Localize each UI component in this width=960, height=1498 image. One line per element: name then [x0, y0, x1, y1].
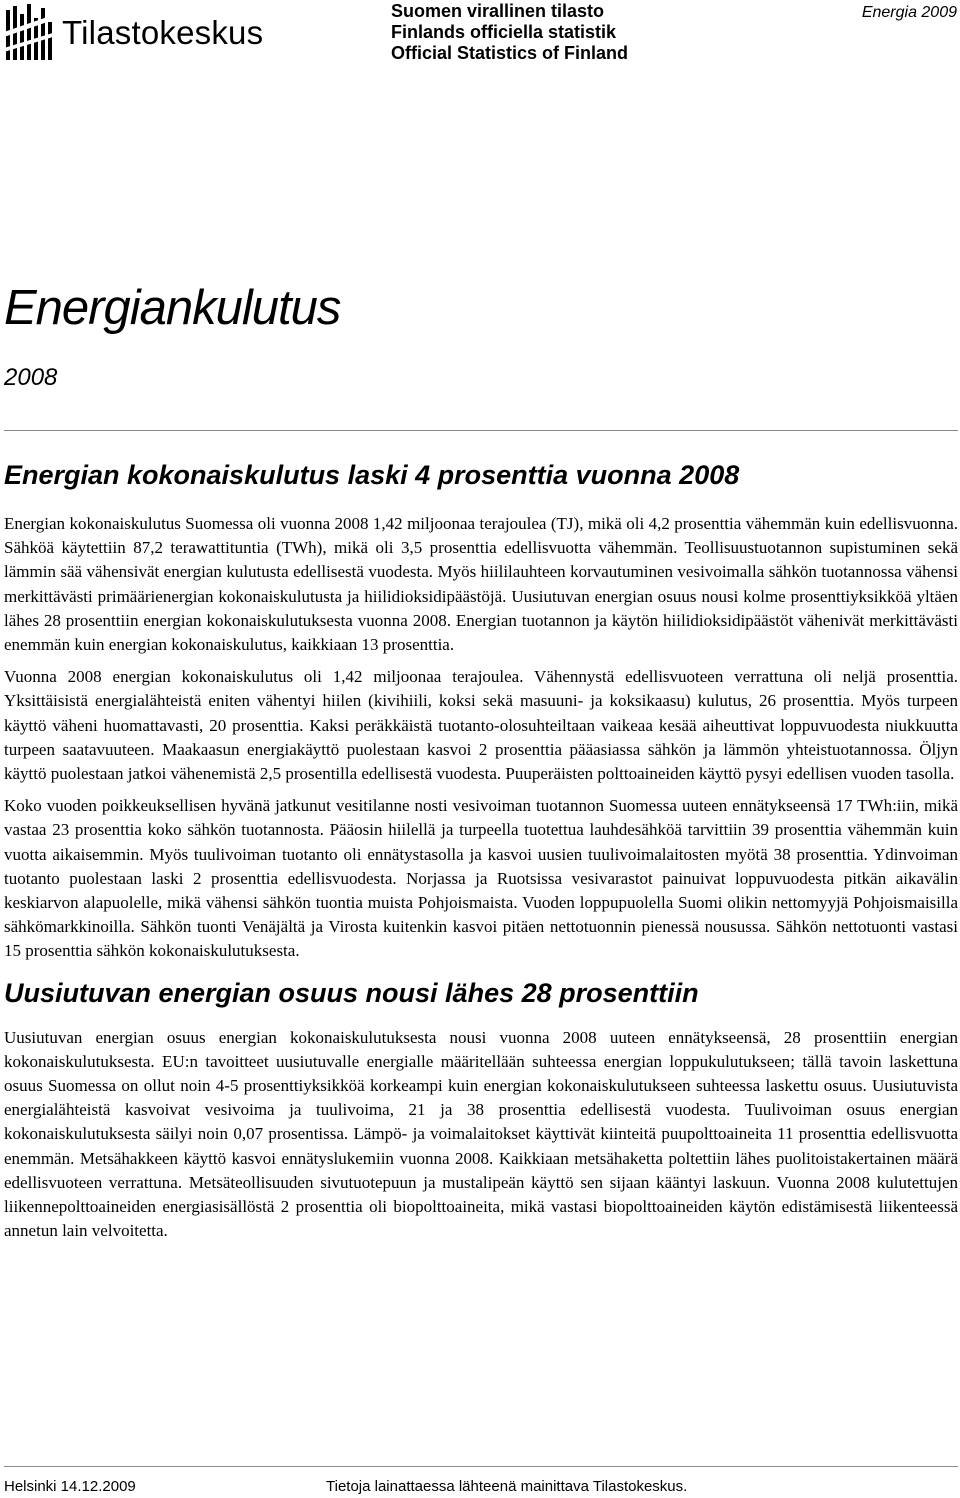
main-content [4, 458, 958, 1251]
document-title: Energiankulutus [4, 281, 341, 335]
page-header [0, 0, 960, 70]
statistics-finland-logo [4, 2, 263, 60]
paragraph: Koko vuoden poikkeuksellisen hyvänä jatkunut vesitilanne nosti vesivoiman tuotannon Suomessa uuteen ennätykseensä 17 TWh:iin, mikä vastaa 23 prosenttia koko sähkön tuotannosta. Pääosin hiilellä ja turpeella tuotettua lauhdesähköä tarvittiin 39 prosenttia vähemmän kuin vuotta aikaisemmin. Myös tuulivoiman tuotanto oli ennätystasolla ja kasvoi uusien tuulivoimalaitosten myötä 38 prosenttia. Ydinvoiman tuotanto puolestaan laski 2 prosenttia edellisvuodesta. Norjassa ja Ruotsissa vesivarastot painuivat loppuvuodesta pitkän aikavälin keskiarvon alapuolelle, mikä vähensi sähkön tuontia muista Pohjoismaista. Vuoden loppupuolella Suomi olikin nettomyyjä Pohjoismaisilla sähkömarkkinoilla. Sähkön tuonti Venäjältä ja Virosta kuitenkin kasvoi pitäen nettotuonnin pienessä nousussa. Sähkön nettotuonti vastasi 15 prosenttia sähkön kokonaiskulutuksesta. [4, 796, 958, 961]
footer-place-date: Helsinki 14.12.2009 [4, 1478, 136, 1495]
section-heading: Energian kokonaiskulutus laski 4 prosenttia vuonna 2008 [4, 460, 740, 490]
footer-citation-note: Tietoja lainattaessa lähteenä mainittava Tilastokeskus. [326, 1478, 688, 1495]
official-line-fi: Suomen virallinen tilasto [391, 1, 605, 21]
section-heading: Uusiutuvan energian osuus nousi lähes 28 prosenttiin [4, 977, 699, 1008]
footer-divider [4, 1466, 958, 1467]
paragraph: Vuonna 2008 energian kokonaiskulutus oli 1,42 miljoonaa terajoulea. Vähennystä edellisvuoteen verrattuna oli neljä prosenttia. Yksittäisistä energialähteistä eniten vähentyi hiilen (kivihiili, koksi sekä masuuni- ja koksikaasu) kulutus, 26 prosenttia. Myös turpeen käyttö väheni huomattavasti, 20 prosenttia. Kaksi peräkkäistä tuotanto-olosuhteiltaan vaikeaa kesää aiheuttivat loppuvuodesta niukkuutta turpeen saatavuuteen. Maakaasun energiakäyttö puolestaan kasvoi 2 prosenttia pääasiassa sähkön ja lämmön yhteistuotannossa. Öljyn käyttö puolestaan jatkoi vähenemistä 2,5 prosentilla edellisestä vuodesta. Puuperäisten polttoaineiden käyttö pysyi edellisen vuoden tasolla. [4, 667, 958, 784]
series-label: Energia 2009 [861, 4, 957, 21]
official-line-en: Official Statistics of Finland [391, 43, 629, 63]
section-renewable-energy [4, 976, 958, 1244]
logo-wordmark: Tilastokeskus [62, 13, 264, 51]
document-year: 2008 [4, 364, 58, 391]
paragraph: Energian kokonaiskulutus Suomessa oli vuonna 2008 1,42 miljoonaa terajoulea (TJ), mikä oli 4,2 prosenttia vähemmän kuin edellisvuonna. Sähköä käytettiin 87,2 terawattituntia (TWh), mikä oli 3,5 prosenttia edellisvuotta vähemmän. Teollisuustuotannon supistuminen sekä lämmin sää vähensivät energian kulutusta edellisestä vuodesta. Myös hiililauhteen korvautuminen vesivoimalla sähkön tuotannossa vähensi merkittävästi primäärienergian kokonaiskulutusta ja hiilidioksidipäästöjä. Uusiutuvan energian osuus nousi kolme prosenttiyksikköä yltäen lähes 28 prosenttiin energian kokonaiskulutuksesta vuonna 2008. Energian tuotannon ja käytön hiilidioksidipäästöt vähenivät merkittävästi enemmän kuin energian kokonaiskulutus, kaikkiaan 13 prosenttia. [4, 514, 958, 655]
section-total-consumption [4, 458, 958, 964]
paragraph: Uusiutuvan energian osuus energian kokonaiskulutuksesta nousi vuonna 2008 uuteen ennätykseensä, 28 prosenttiin energian kokonaiskulutuksesta. EU:n tavoitteet uusiutuvalle energialle määritellään suhteessa energian loppukulutukseen; tällä tavoin laskettuna osuus Suomessa on ollut noin 4-5 prosenttiyksikköä korkeampi kuin energian kokonaiskulutukseen suhteessa laskettu osuus. Uusiutuvista energialähteistä kasvoivat vesivoima ja tuulivoima, 21 ja 38 prosenttia edellisestä vuodesta. Tuulivoiman osuus energian kokonaiskulutuksesta säilyi noin 0,07 prosentissa. Lämpö- ja voimalaitokset käyttivät kiinteitä puupolttoaineita 11 prosenttia edellisvuotta enemmän. Metsähakkeen käyttö kasvoi ennätyslukemiin vuonna 2008. Kaikkiaan metsähaketta poltettiin lähes puolitoistakertainen määrä edellisvuoteen verrattuna. Metsäteollisuuden sivutuotepuun ja mustalipeän käyttö sen sijaan kääntyi laskuun. Vuonna 2008 kulutettujen liikennepolttoaineiden energiasisällöstä 2 prosenttia oli biopolttoaineita, mikä vastasi biopolttoaineiden käytön edistämisestä liikenteessä annetun lain velvoitetta. [4, 1027, 958, 1241]
title-divider [4, 430, 958, 431]
official-statistics-label [391, 1, 628, 64]
stats-logo-mark-icon [4, 2, 56, 60]
official-line-sv: Finlands officiella statistik [391, 22, 617, 42]
